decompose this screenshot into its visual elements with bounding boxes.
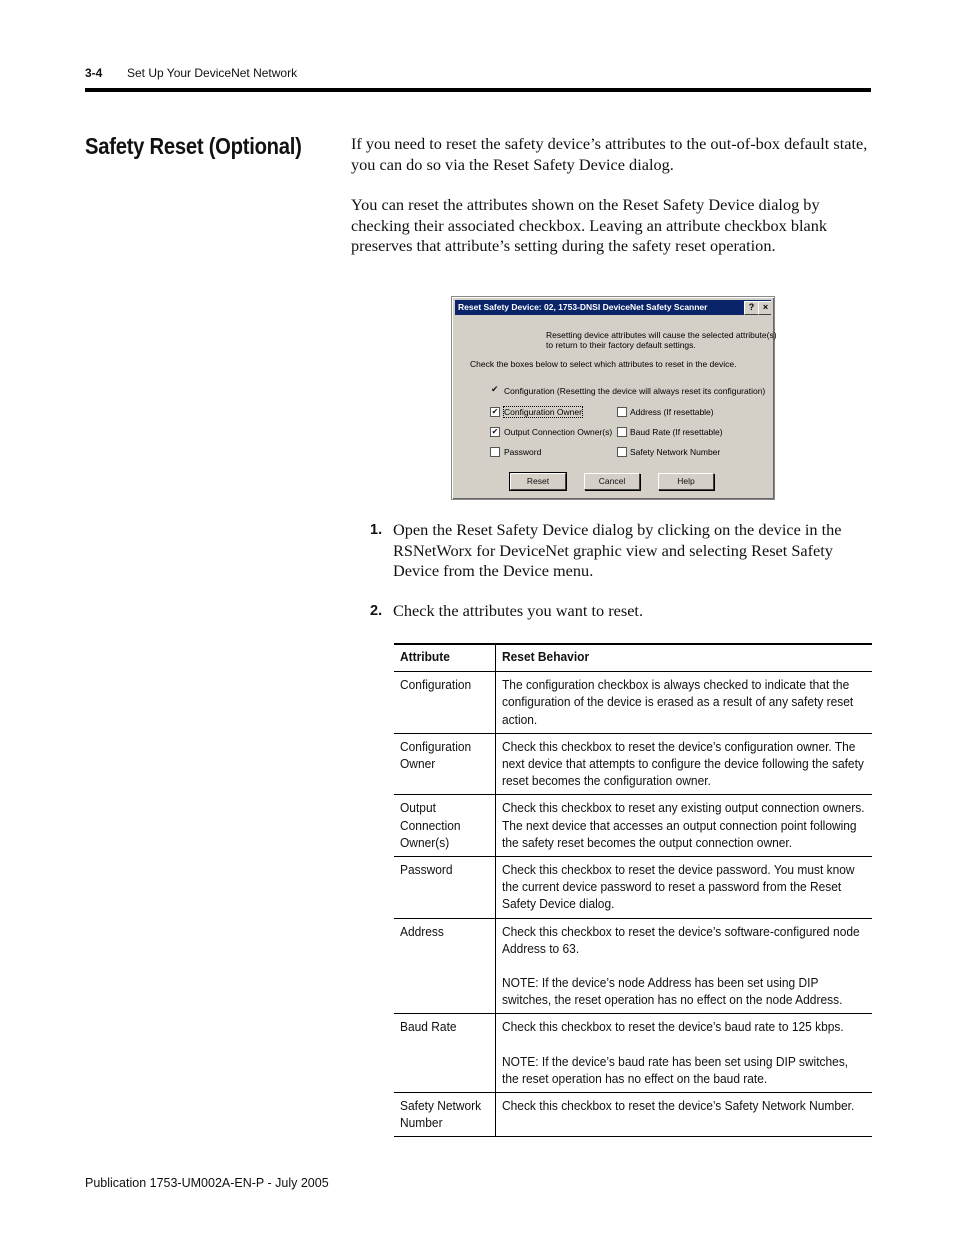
- table-header-row: [394, 644, 872, 672]
- behavior-cell: The configuration checkbox is always checked to indicate that the configuration of the device is erased as a result of any safety reset action.: [496, 672, 873, 734]
- attribute-cell: Address: [394, 918, 496, 1014]
- dialog-message-line2: to return to their factory default settings.: [546, 340, 696, 350]
- behavior-cell: Check this checkbox to reset the device password. You must know the current device password to reset a password from the Reset Safety Device dialog.: [496, 857, 873, 919]
- section-heading: Safety Reset (Optional): [85, 133, 302, 159]
- table-row: [394, 1093, 872, 1137]
- publication-footer: Publication 1753-UM002A-EN-P - July 2005: [85, 1176, 329, 1190]
- attribute-cell: Password: [394, 857, 496, 919]
- step-number: 2.: [370, 603, 383, 619]
- configuration-note: Configuration (Resetting the device will always reset its configuration): [504, 386, 766, 396]
- page-number: 3-4: [85, 66, 103, 80]
- behavior-cell: Check this checkbox to reset any existing output connection owners. The next device that accesses an output connection point following the safety reset becomes the output connection owner.: [496, 795, 873, 857]
- column-header-reset-behavior: Reset Behavior: [496, 644, 873, 672]
- safety-network-number-checkbox[interactable]: [617, 447, 627, 457]
- output-connection-owner-checkbox[interactable]: ✔: [491, 427, 499, 436]
- address-checkbox[interactable]: [617, 407, 627, 417]
- configuration-check-icon: ✔: [491, 384, 499, 394]
- header-rule: [85, 88, 871, 92]
- intro-paragraph: If you need to reset the safety device’s attributes to the out-of-box default state, you can do so via the Reset Safety Device dialog.: [351, 134, 868, 174]
- baud-rate-label: Baud Rate (If resettable): [630, 427, 723, 437]
- behavior-cell: Check this checkbox to reset the device’s configuration owner. The next device that attempts to configure the device following the safety reset becomes the configuration owner.: [496, 733, 873, 795]
- behavior-cell: Check this checkbox to reset the device’s Safety Network Number.: [496, 1093, 873, 1137]
- step-number: 1.: [370, 522, 383, 538]
- table-row: [394, 733, 872, 795]
- step-text: Check the attributes you want to reset.: [393, 601, 644, 620]
- step-1: [370, 520, 870, 582]
- output-connection-owner-label: Output Connection Owner(s): [504, 427, 613, 437]
- behavior-cell: Check this checkbox to reset the device’s software-configured node Address to 63. NOTE: If the device’s node Address has been set using DIP switches, the reset operation has no effect on the node Address.: [496, 918, 873, 1014]
- reset-button[interactable]: Reset: [510, 473, 566, 490]
- dialog-message-line1: Resetting device attributes will cause the selected attribute(s): [546, 330, 777, 340]
- step-text: Open the Reset Safety Device dialog by clicking on the device in the RSNetWorx for DeviceNet graphic view and selecting Reset Safety Device from the Device menu.: [393, 520, 842, 580]
- help-question-icon[interactable]: ?: [744, 301, 759, 315]
- behavior-cell: Check this checkbox to reset the device’s baud rate to 125 kbps. NOTE: If the device’s baud rate has been set using DIP switches, the reset operation has no effect on the baud rate.: [496, 1014, 873, 1093]
- table-row: [394, 918, 872, 1014]
- reset-safety-device-dialog: [451, 296, 775, 500]
- baud-rate-checkbox[interactable]: [617, 427, 627, 437]
- safety-network-number-label: Safety Network Number: [630, 447, 721, 457]
- table-row: [394, 672, 872, 734]
- behavior-note: NOTE: If the device’s node Address has been set using DIP switches, the reset operation has no effect on the node Address.: [502, 975, 843, 1008]
- running-header: [85, 66, 298, 80]
- configuration-owner-checkbox[interactable]: ✔: [491, 407, 499, 416]
- dialog-title-bar: [455, 300, 771, 315]
- close-icon[interactable]: ×: [758, 301, 771, 315]
- checkbox-paragraph: You can reset the attributes shown on the Reset Safety Device dialog by checking their associated checkbox. Leaving an attribute checkbox blank preserves that attribute’s setting during the safety reset operation.: [351, 195, 828, 255]
- attribute-cell: Safety Network Number: [394, 1093, 496, 1137]
- attribute-cell: Configuration Owner: [394, 733, 496, 795]
- dialog-title: Reset Safety Device: 02, 1753-DNSI DeviceNet Safety Scanner: [458, 302, 708, 312]
- attribute-cell: Configuration: [394, 672, 496, 734]
- table-row: [394, 795, 872, 857]
- help-button[interactable]: Help: [658, 473, 714, 490]
- attribute-cell: Baud Rate: [394, 1014, 496, 1093]
- cancel-button[interactable]: Cancel: [584, 473, 640, 490]
- dialog-instruction: Check the boxes below to select which attributes to reset in the device.: [470, 359, 737, 369]
- attribute-table: [394, 643, 872, 1137]
- behavior-note: NOTE: If the device’s baud rate has been set using DIP switches, the reset operation has no effect on the baud rate.: [502, 1053, 849, 1086]
- address-label: Address (If resettable): [630, 407, 714, 417]
- password-label: Password: [504, 447, 542, 457]
- configuration-owner-label: Configuration Owner: [504, 407, 582, 417]
- password-checkbox[interactable]: [490, 447, 500, 457]
- column-header-attribute: Attribute: [394, 644, 496, 672]
- step-2: [370, 601, 870, 622]
- attribute-cell: Output Connection Owner(s): [394, 795, 496, 857]
- table-row: [394, 1014, 872, 1093]
- section-title: Set Up Your DeviceNet Network: [127, 66, 298, 80]
- table-row: [394, 857, 872, 919]
